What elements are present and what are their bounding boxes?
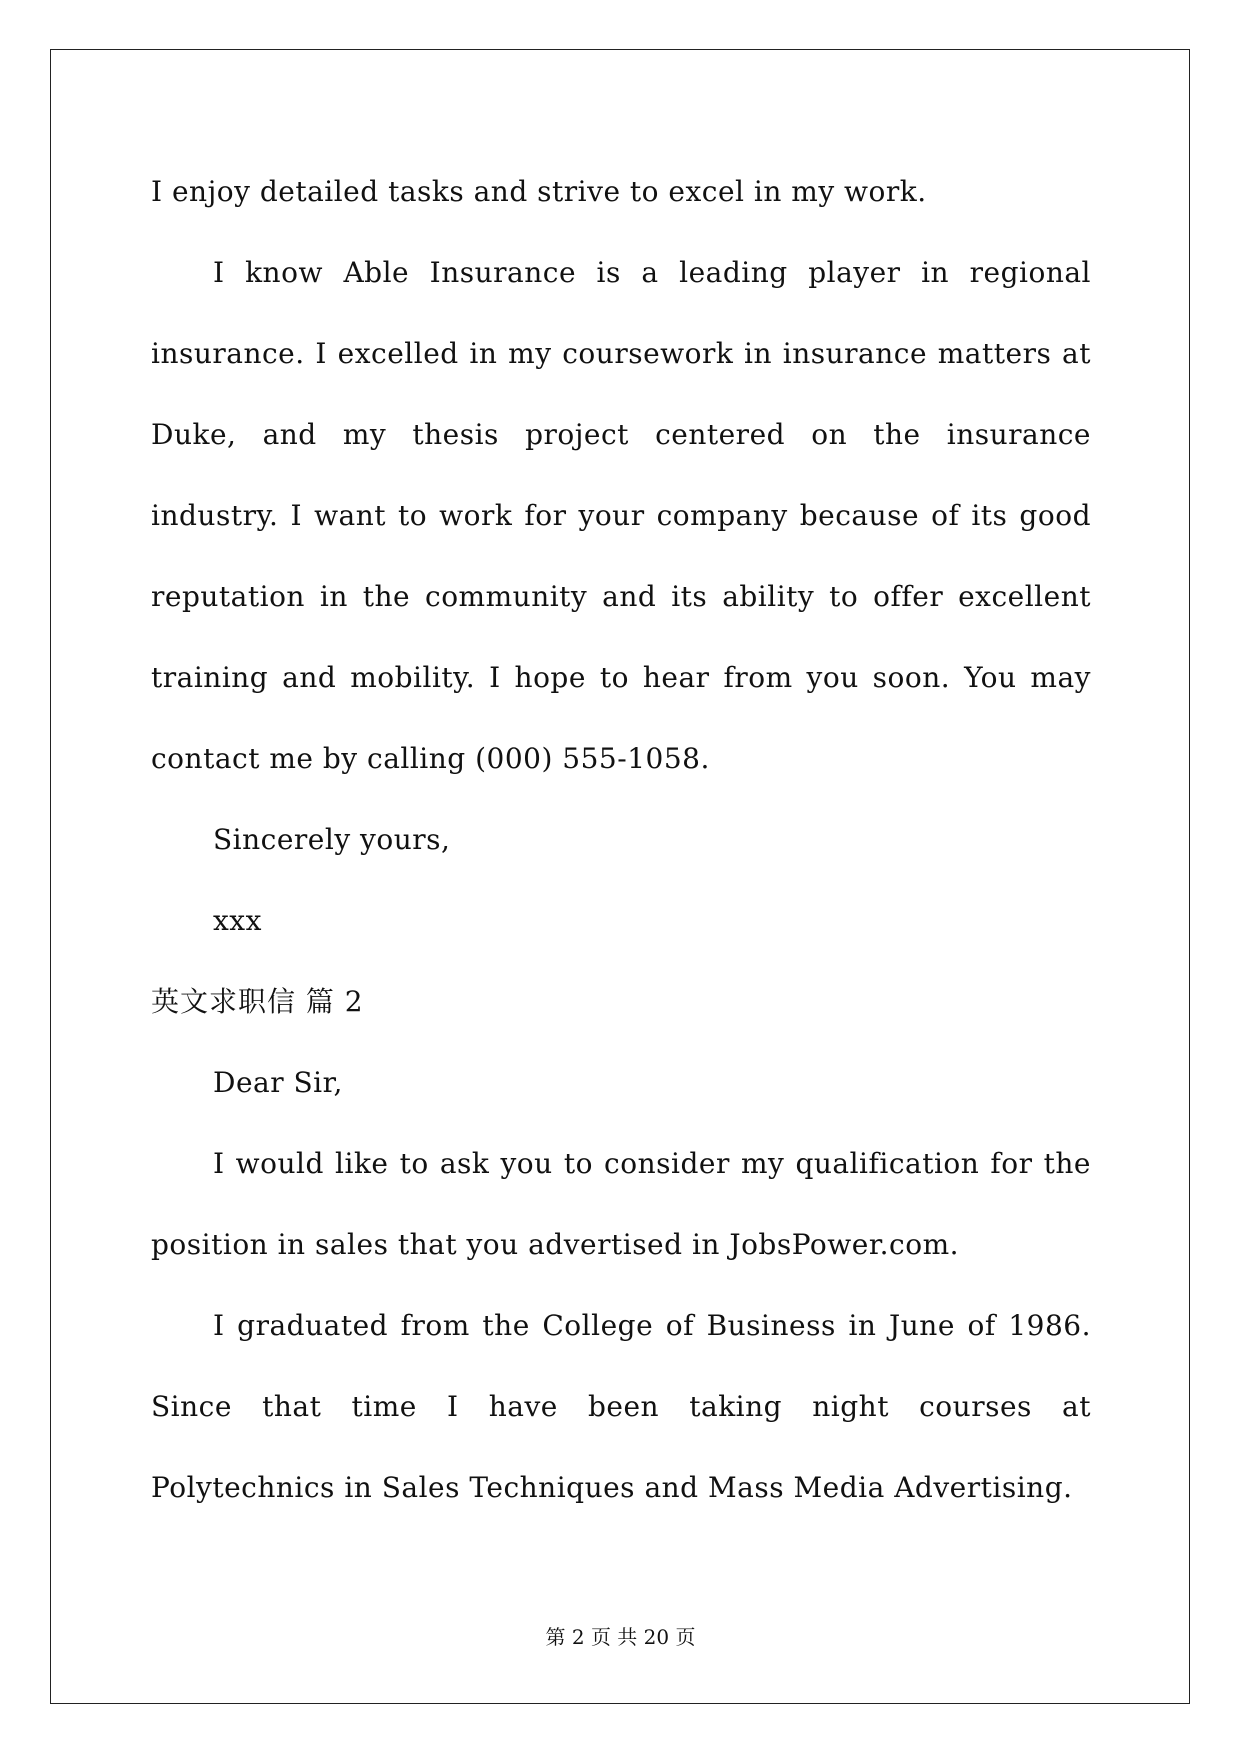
paragraph-education: I graduated from the College of Business in June of 1986. Since that time I have been taking night courses at Polytechnics in Sales Techniques and Mass Media Advertising. bbox=[151, 1309, 1091, 1504]
paragraph-closing-sentence: I enjoy detailed tasks and strive to excel in my work. bbox=[151, 175, 927, 208]
section-heading: 英文求职信 篇 2 bbox=[151, 985, 364, 1018]
page-number-footer: 第 2 页 共 20 页 bbox=[545, 1625, 696, 1649]
document-body bbox=[151, 151, 1091, 1528]
paragraph-application: I would like to ask you to consider my qualification for the position in sales that you advertised in JobsPower.com. bbox=[151, 1147, 1091, 1261]
paragraph-able-insurance: I know Able Insurance is a leading player in regional insurance. I excelled in my coursework in insurance matters at Duke, and my thesis project centered on the insurance industry. I want to work for your company because of its good reputation in the community and its ability to offer excellent training and mobility. I hope to hear from you soon. You may contact me by calling (000) 555-1058. bbox=[151, 256, 1091, 775]
greeting: Dear Sir, bbox=[213, 1066, 343, 1099]
closing-salutation: Sincerely yours, bbox=[213, 823, 451, 856]
signature-name: xxx bbox=[213, 904, 262, 937]
